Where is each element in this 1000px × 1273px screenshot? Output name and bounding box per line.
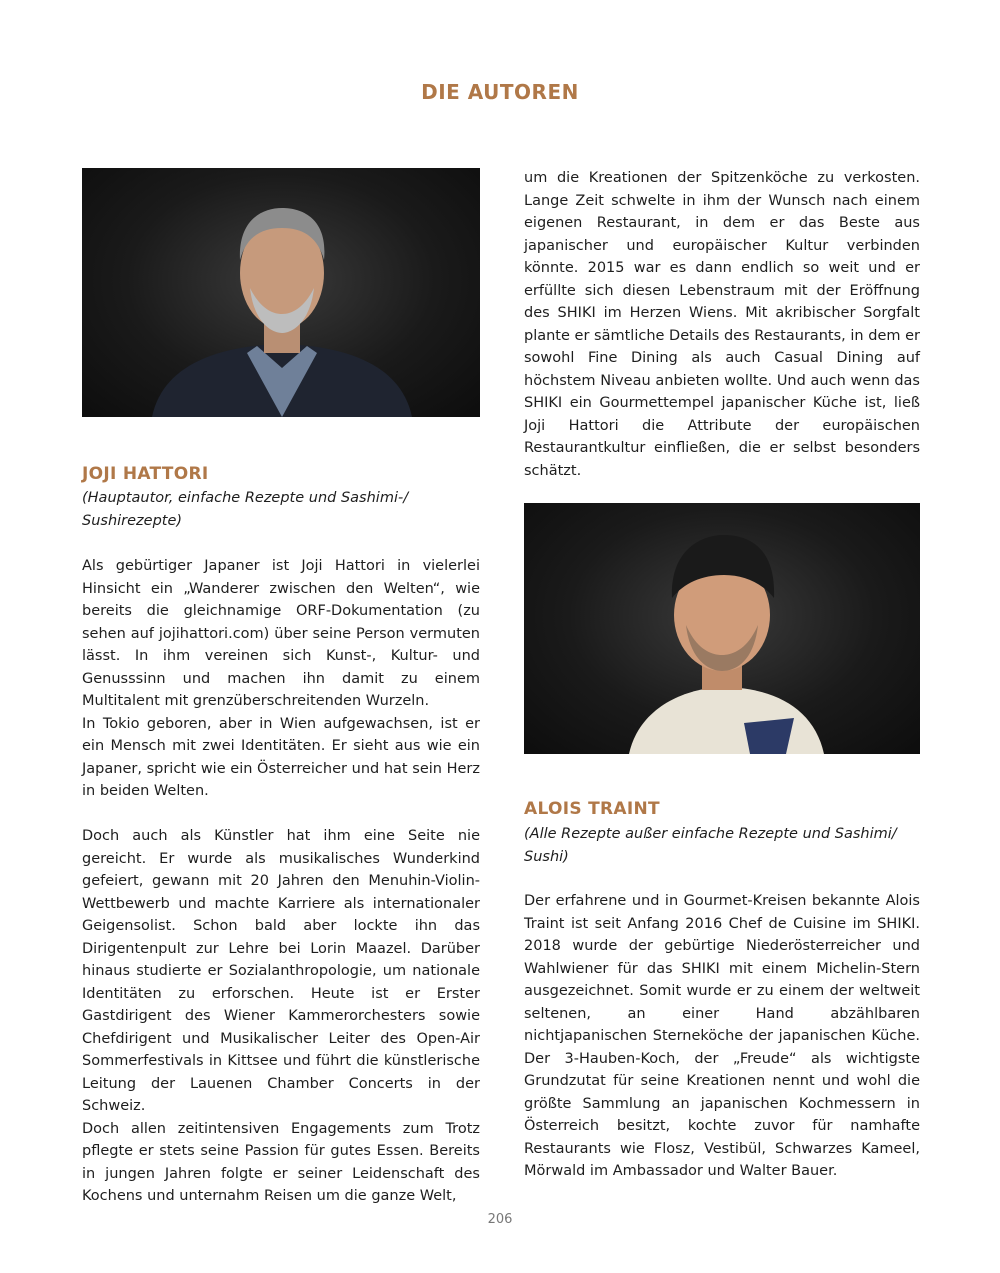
author-name-alois-traint: ALOIS TRAINT [524,799,660,819]
bio-paragraph: In Tokio geboren, aber in Wien aufgewachsen, ist er ein Mensch mit zwei Identitäten. Er sieht aus wie ein Japaner, spricht wie ein Österreicher und hat sein Herz in beiden Welten. [82,715,480,799]
page-number: 206 [487,1212,513,1227]
page-title: DIE AUTOREN [421,80,579,104]
bio-paragraph: Doch allen zeitintensiven Engagements zum Trotz pflegte er stets seine Passion für gutes Essen. Bereits in jungen Jahren folgte er seiner Leidenschaft des Kochens und unternahm Reisen um die ganze Welt, [82,1120,480,1204]
author-role-joji-hattori: (Hauptautor, einfache Rezepte und Sashimi-/ Sushirezepte) [82,490,409,529]
bio-paragraph: Doch auch als Künstler hat ihm eine Seite nie gereicht. Er wurde als musikalisches Wunderkind gefeiert, gewann mit 20 Jahren den Menuhin-Violin-Wettbewerb und machte Karriere als internationaler Geigensolist. Schon bald aber lockte ihn das Dirigentenpult zur Lehre bei Lorin Maazel. Darüber hinaus studierte er Sozialanthropologie, um nationale Identitäten zu erforschen. Heute ist er Erster Gastdirigent des Wiener Kammerorchesters sowie Chefdirigent und Musikalischer Leiter des Open-Air Sommerfestivals in Kittsee und führt die künstlerische Leitung der Lauenen Chamber Concerts in der Schweiz. [82,828,480,1114]
bio-paragraph: Der erfahrene und in Gourmet-Kreisen bekannte Alois Traint ist seit Anfang 2016 Chef de Cuisine im SHIKI. 2018 wurde der gebürtige Niederösterreicher und Wahlwiener für das SHIKI mit einem Michelin-Stern ausgezeichnet. Somit wurde er zu einem der weltweit seltenen, an einer Hand abzählbaren nichtjapanischen Sterneköche der japanischen Küche. Der 3-Hauben-Koch, der „Freude“ als wichtigste Grundzutat für seine Kreationen nennt und wohl die größte Sammlung an japanischen Kochmessern in Österreich besitzt, kochte zuvor für namhafte Restaurants wie Flosz, Vestibül, Schwarzes Kameel, Mörwald im Ambassador und Walter Bauer. [524,893,920,1179]
photo-alois-traint [524,503,920,754]
bio-paragraph: um die Kreationen der Spitzenköche zu verkosten. Lange Zeit schwelte in ihm der Wunsch nach einem eigenen Restaurant, in dem er das Beste aus japanischer und europäischer Kultur verbinden könnte. 2015 war es dann endlich so weit und er erfüllte sich diesen Lebenstraum mit der Eröffnung des SHIKI im Herzen Wiens. Mit akribischer Sorgfalt plante er sämtliche Details des Restaurants, in dem er sowohl Fine Dining als auch Casual Dining auf höchstem Niveau anbieten wollte. Und auch wenn das SHIKI ein Gourmettempel japanischer Küche ist, ließ Joji Hattori die Attribute der europäischen Restaurantkultur einfließen, die er selbst besonders schätzt. [524,170,920,479]
photo-joji-hattori [82,168,480,417]
bio-paragraph: Als gebürtiger Japaner ist Joji Hattori in vielerlei Hinsicht ein „Wanderer zwischen den Welten“, wie bereits die gleichnamige ORF-Dokumentation (zu sehen auf jojihattori.com) über seine Person vermuten lässt. In ihm vereinen sich Kunst-, Kultur- und Genusssinn und machen ihn damit zu einem Multitalent mit grenzüberschreitenden Wurzeln. [82,558,480,709]
author-role-alois-traint: (Alle Rezepte außer einfache Rezepte und Sashimi/ Sushi) [524,826,897,865]
bio-joji-hattori-left [82,555,480,1208]
bio-alois-traint [524,890,920,1183]
author-name-joji-hattori: JOJI HATTORI [82,464,209,484]
bio-joji-hattori-continued [524,167,920,482]
